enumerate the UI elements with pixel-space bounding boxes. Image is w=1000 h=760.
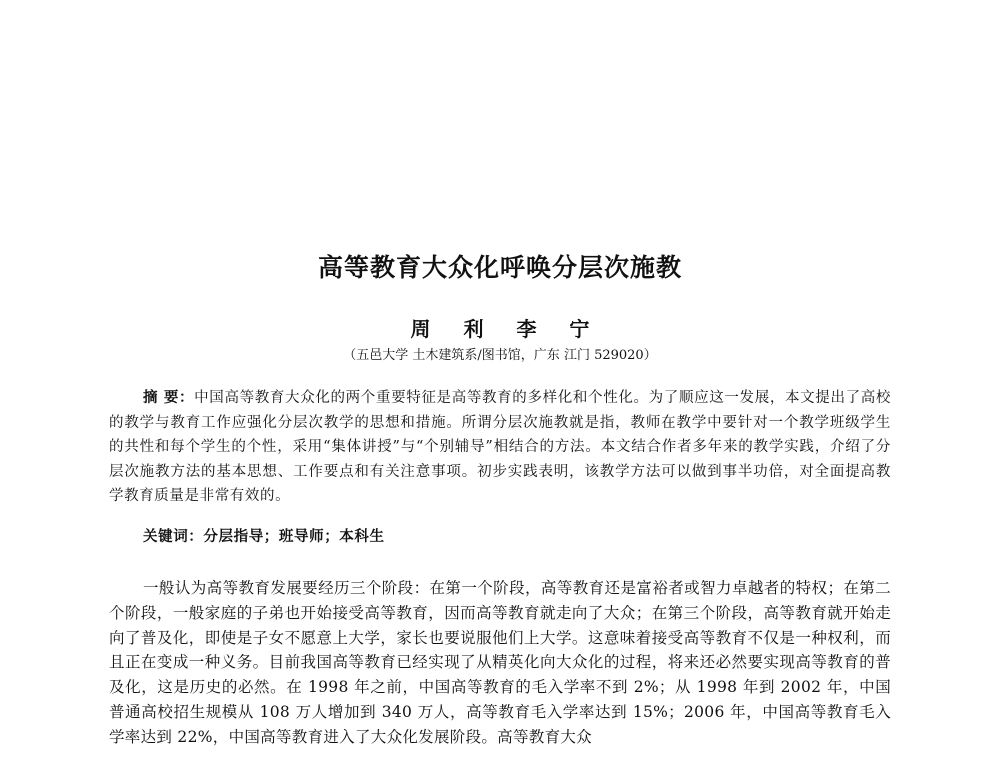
author-affiliation: （五邑大学 土木建筑系/图书馆，广东 江门 529020） — [343, 348, 657, 363]
body-paragraph: 一般认为高等教育发展要经历三个阶段：在第一个阶段，高等教育还是富裕者或智力卓越者的特权；在第二个阶段，一般家庭的子弟也开始接受高等教育，因而高等教育就走向了大众；在第三个阶段，高等教育就开始走向了普及化，即使是子女不愿意上大学，家长也要说服他们上大学。这意味着接受高等教育不仅是一种权利，而且正在变成一种义务。目前我国高等教育已经实现了从精英化向大众化的过程，将来还必然要实现高等教育的普及化，这是历史的必然。在 1998 年之前，中国高等教育的毛入学率不到 2%；从 1998 年到 2002 年，中国普通高校招生规模从 108 万人增加到 340 万人，高等教育毛入学率达到 15%；2006 年，中国高等教育毛入学率达到 22%，中国高等教育进入了大众化发展阶段。高等教育大众 — [109, 579, 891, 746]
keywords-label: 关键词： — [143, 529, 204, 545]
keywords — [143, 525, 891, 546]
abstract-text: 中国高等教育大众化的两个重要特征是高等教育的多样化和个性化。为了顺应这一发展，本文提出了高校的教学与教育工作应强化分层次教学的思想和措施。所谓分层次施教就是指，教师在教学中要针对一个教学班级学生的共性和每个学生的个性，采用“集体讲授”与“个别辅导”相结合的方法。本文结合作者多年来的教学实践，介绍了分层次施教方法的基本思想、工作要点和有关注意事项。初步实践表明，该教学方法可以做到事半功倍，对全面提高教学教育质量是非常有效的。 — [109, 390, 891, 504]
abstract — [109, 386, 891, 509]
keywords-text: 分层指导；班导师；本科生 — [203, 529, 385, 545]
paper-title: 高等教育大众化呼唤分层次施教 — [317, 253, 682, 282]
paper-authors: 周 利 李 宁 — [410, 317, 590, 341]
abstract-label: 摘 要： — [143, 390, 195, 406]
